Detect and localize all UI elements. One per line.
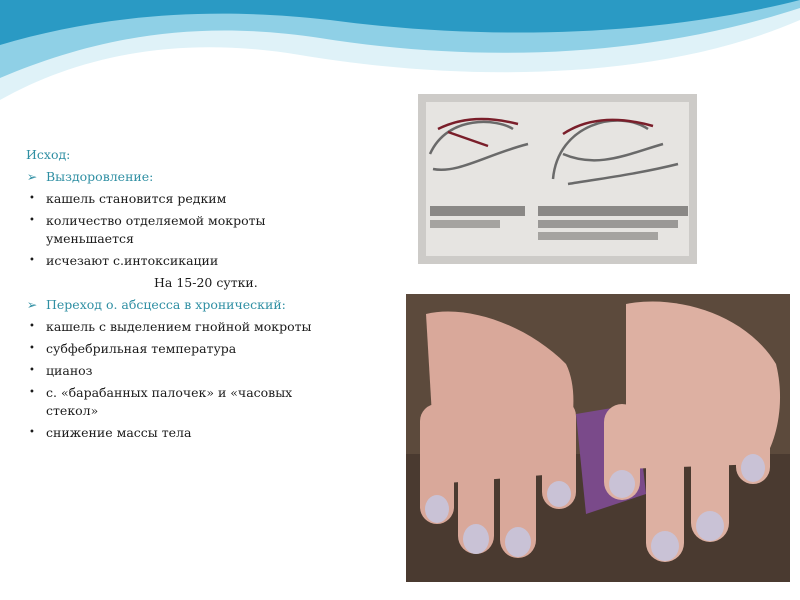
list-item-text: снижение массы тела bbox=[46, 425, 192, 440]
caption-blur-left-2 bbox=[430, 220, 500, 228]
list-item-text: количество отделяемой мокроты уменьшается bbox=[46, 213, 266, 246]
dot-bullet-icon: • bbox=[29, 343, 35, 354]
list-item bbox=[14, 252, 319, 270]
list-item-text: кашель с выделением гнойной мокроты bbox=[46, 319, 312, 334]
list-item bbox=[14, 384, 319, 420]
list-item bbox=[14, 190, 319, 208]
dot-bullet-icon: • bbox=[29, 215, 35, 226]
list-centered-note: На 15-20 сутки. bbox=[154, 275, 258, 290]
list-item bbox=[14, 340, 319, 358]
caption-blur-right-2 bbox=[538, 220, 678, 228]
caption-blur-left bbox=[430, 206, 525, 216]
list-item bbox=[14, 212, 319, 248]
list-item-text: Выздоровление: bbox=[46, 169, 154, 184]
list-item-text: исчезают с.интоксикации bbox=[46, 253, 219, 268]
header-wave-decoration bbox=[0, 0, 800, 100]
fingertip-profile-diagram bbox=[418, 94, 697, 264]
list-item-text: с. «барабанных палочек» и «часовых стекол» bbox=[46, 385, 293, 418]
outcome-list bbox=[14, 168, 319, 442]
dot-bullet-icon: • bbox=[29, 255, 35, 266]
list-section-heading bbox=[14, 296, 319, 314]
list-item bbox=[14, 362, 319, 380]
caption-blur-right-3 bbox=[538, 232, 658, 240]
caption-blur-right bbox=[538, 206, 688, 216]
list-section-heading bbox=[14, 168, 319, 186]
dot-bullet-icon: • bbox=[29, 387, 35, 398]
list-item-text: цианоз bbox=[46, 363, 93, 378]
dot-bullet-icon: • bbox=[29, 193, 35, 204]
outcome-text-block bbox=[14, 146, 319, 446]
arrow-bullet-icon: ➢ bbox=[26, 297, 38, 312]
list-item bbox=[14, 318, 319, 336]
list-item-text: субфебрильная температура bbox=[46, 341, 237, 356]
dot-bullet-icon: • bbox=[29, 321, 35, 332]
list-item-text: кашель становится редким bbox=[46, 191, 227, 206]
dot-bullet-icon: • bbox=[29, 365, 35, 376]
list-item-text: Переход о. абсцесса в хронический: bbox=[46, 297, 286, 312]
outcome-heading: Исход: bbox=[26, 147, 71, 162]
dot-bullet-icon: • bbox=[29, 427, 35, 438]
list-item bbox=[14, 424, 319, 442]
clubbed-fingers-photo bbox=[406, 294, 790, 582]
arrow-bullet-icon: ➢ bbox=[26, 169, 38, 184]
